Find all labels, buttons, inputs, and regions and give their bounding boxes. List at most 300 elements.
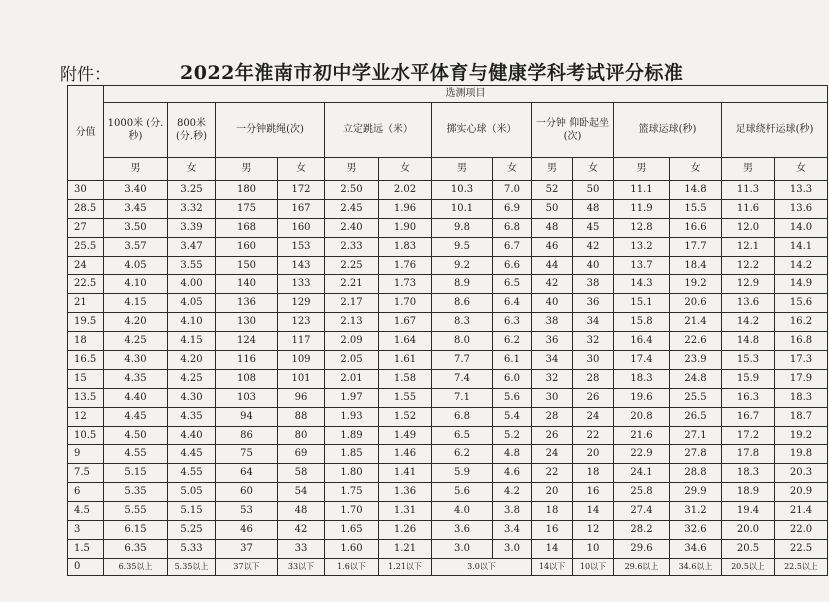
- value-cell: 12.0: [722, 218, 775, 237]
- value-cell: 24: [532, 445, 573, 464]
- value-cell: 17.2: [722, 426, 775, 445]
- value-cell: 32.6: [670, 521, 722, 540]
- value-cell: 17.7: [670, 237, 722, 256]
- table-row: [68, 539, 828, 558]
- score-cell: 15: [68, 369, 104, 388]
- value-cell: 3.39: [168, 218, 216, 237]
- table-row: [68, 483, 828, 502]
- value-cell: 50: [532, 199, 573, 218]
- value-cell: 1.85: [325, 445, 379, 464]
- value-cell: 2.33: [325, 237, 379, 256]
- value-cell: 4.10: [104, 275, 168, 294]
- value-cell: 1.61: [379, 351, 432, 370]
- value-cell: 20.5: [722, 539, 775, 558]
- value-cell: 12.2: [722, 256, 775, 275]
- value-cell: 8.9: [432, 275, 493, 294]
- value-cell: 1.76: [379, 256, 432, 275]
- value-cell: 168: [216, 218, 278, 237]
- table-row: [68, 369, 828, 388]
- value-cell: 44: [532, 256, 573, 275]
- value-cell: 22.5以上: [775, 558, 828, 575]
- value-cell: 14.8: [722, 332, 775, 351]
- value-cell: 16.3: [722, 388, 775, 407]
- value-cell: 14.1: [775, 237, 828, 256]
- value-cell: 7.4: [432, 369, 493, 388]
- value-cell: 140: [216, 275, 278, 294]
- value-cell: 4.00: [168, 275, 216, 294]
- score-cell: 3: [68, 521, 104, 540]
- value-cell: 6.9: [493, 199, 532, 218]
- score-cell: 6: [68, 483, 104, 502]
- value-cell: 20.3: [775, 464, 828, 483]
- table-row: [68, 181, 828, 200]
- score-cell: 1.5: [68, 539, 104, 558]
- value-cell: 53: [216, 502, 278, 521]
- value-cell: 172: [278, 181, 325, 200]
- value-cell: 1.70: [379, 294, 432, 313]
- value-cell: 14.2: [722, 313, 775, 332]
- item-800m: 800米 (分.秒): [168, 103, 216, 158]
- value-cell: 38: [532, 313, 573, 332]
- gender-label: 男: [432, 158, 493, 181]
- value-cell: 18.9: [722, 483, 775, 502]
- value-cell: 30: [573, 351, 614, 370]
- value-cell: 10: [573, 539, 614, 558]
- value-cell: 116: [216, 351, 278, 370]
- page-title: 2022年淮南市初中学业水平体育与健康学科考试评分标准: [180, 62, 684, 84]
- table-row: [68, 332, 828, 351]
- table-row: [68, 502, 828, 521]
- gender-label: 女: [775, 158, 828, 181]
- value-cell: 17.4: [614, 351, 670, 370]
- value-cell: 4.30: [104, 351, 168, 370]
- value-cell: 28.8: [670, 464, 722, 483]
- value-cell: 30: [532, 388, 573, 407]
- value-cell: 15.3: [722, 351, 775, 370]
- value-cell: 13.6: [775, 199, 828, 218]
- value-cell: 1.41: [379, 464, 432, 483]
- value-cell: 14.2: [775, 256, 828, 275]
- value-cell: 3.6: [432, 521, 493, 540]
- value-cell: 109: [278, 351, 325, 370]
- value-cell: 20.8: [614, 407, 670, 426]
- value-cell: 2.09: [325, 332, 379, 351]
- value-cell: 3.4: [493, 521, 532, 540]
- value-cell: 5.15: [104, 464, 168, 483]
- value-cell: 6.15: [104, 521, 168, 540]
- value-cell: 96: [278, 388, 325, 407]
- gender-label: 女: [670, 158, 722, 181]
- value-cell: 5.35: [104, 483, 168, 502]
- value-cell: 2.45: [325, 199, 379, 218]
- value-cell: 7.7: [432, 351, 493, 370]
- value-cell: 18: [532, 502, 573, 521]
- value-cell: 12: [573, 521, 614, 540]
- value-cell: 4.35: [168, 407, 216, 426]
- value-cell: 75: [216, 445, 278, 464]
- table-row: [68, 237, 828, 256]
- value-cell: 6.8: [432, 407, 493, 426]
- value-cell: 3.25: [168, 181, 216, 200]
- value-cell: 21.6: [614, 426, 670, 445]
- value-cell: 20.6: [670, 294, 722, 313]
- value-cell: 1.90: [379, 218, 432, 237]
- value-cell: 3.45: [104, 199, 168, 218]
- value-cell: 50: [573, 181, 614, 200]
- value-cell: 10.1: [432, 199, 493, 218]
- value-cell: 1.6以下: [325, 558, 379, 575]
- value-cell: 2.21: [325, 275, 379, 294]
- table-row: [68, 218, 828, 237]
- value-cell: 5.25: [168, 521, 216, 540]
- gender-label: 女: [168, 158, 216, 181]
- value-cell: 58: [278, 464, 325, 483]
- value-cell: 167: [278, 199, 325, 218]
- value-cell: 1.65: [325, 521, 379, 540]
- value-cell: 1.21: [379, 539, 432, 558]
- score-cell: 27: [68, 218, 104, 237]
- value-cell: 13.7: [614, 256, 670, 275]
- value-cell: 6.5: [493, 275, 532, 294]
- value-cell: 133: [278, 275, 325, 294]
- score-cell: 22.5: [68, 275, 104, 294]
- item-basketball: 篮球运球(秒): [614, 103, 722, 158]
- value-cell: 2.17: [325, 294, 379, 313]
- value-cell: 19.4: [722, 502, 775, 521]
- value-cell: 46: [216, 521, 278, 540]
- value-cell: 4.05: [168, 294, 216, 313]
- value-cell: 1.83: [379, 237, 432, 256]
- value-cell: 18.3: [775, 388, 828, 407]
- value-cell: 3.55: [168, 256, 216, 275]
- value-cell: 18.3: [722, 464, 775, 483]
- value-cell: 34: [532, 351, 573, 370]
- value-cell: 48: [573, 199, 614, 218]
- value-cell: 33以下: [278, 558, 325, 575]
- table-row: [68, 256, 828, 275]
- value-cell: 1.96: [379, 199, 432, 218]
- value-cell: 4.35: [104, 369, 168, 388]
- value-cell: 4.50: [104, 426, 168, 445]
- value-cell: 16.8: [775, 332, 828, 351]
- value-cell: 34.6以上: [670, 558, 722, 575]
- value-cell: 23.9: [670, 351, 722, 370]
- value-cell: 25.8: [614, 483, 670, 502]
- value-cell: 33: [278, 539, 325, 558]
- value-cell: 123: [278, 313, 325, 332]
- value-cell: 160: [216, 237, 278, 256]
- value-cell: 27.4: [614, 502, 670, 521]
- value-cell: 6.35: [104, 539, 168, 558]
- value-cell: 15.9: [722, 369, 775, 388]
- value-cell: 2.40: [325, 218, 379, 237]
- value-cell: 5.9: [432, 464, 493, 483]
- value-cell: 9.2: [432, 256, 493, 275]
- score-cell: 9: [68, 445, 104, 464]
- value-cell: 4.40: [168, 426, 216, 445]
- table-row: [68, 464, 828, 483]
- value-cell: 8.0: [432, 332, 493, 351]
- value-cell: 17.3: [775, 351, 828, 370]
- value-cell: 18.4: [670, 256, 722, 275]
- value-cell: 13.6: [722, 294, 775, 313]
- gender-label: 男: [216, 158, 278, 181]
- value-cell: 12.9: [722, 275, 775, 294]
- value-cell: 52: [532, 181, 573, 200]
- value-cell: 27.1: [670, 426, 722, 445]
- score-cell: 13.5: [68, 388, 104, 407]
- value-cell: 64: [216, 464, 278, 483]
- value-cell: 4.0: [432, 502, 493, 521]
- value-cell: 143: [278, 256, 325, 275]
- value-cell: 11.9: [614, 199, 670, 218]
- value-cell: 26.5: [670, 407, 722, 426]
- value-cell: 1.58: [379, 369, 432, 388]
- value-cell: 14.9: [775, 275, 828, 294]
- value-cell: 4.45: [104, 407, 168, 426]
- value-cell: 38: [573, 275, 614, 294]
- value-cell: 21.4: [775, 502, 828, 521]
- value-cell: 6.3: [493, 313, 532, 332]
- value-cell: 25.5: [670, 388, 722, 407]
- value-cell: 1.73: [379, 275, 432, 294]
- value-cell: 1.75: [325, 483, 379, 502]
- gender-label: 女: [278, 158, 325, 181]
- value-cell: 22.6: [670, 332, 722, 351]
- value-cell: 60: [216, 483, 278, 502]
- score-header: 分值: [68, 86, 104, 181]
- value-cell: 153: [278, 237, 325, 256]
- table-row: [68, 521, 828, 540]
- table-row: [68, 294, 828, 313]
- table-row: [68, 313, 828, 332]
- item-football: 足球绕杆运球(秒): [722, 103, 828, 158]
- value-cell: 8.6: [432, 294, 493, 313]
- value-cell: 1.60: [325, 539, 379, 558]
- item-header-row: [68, 103, 828, 158]
- item-long-jump: 立定跳远（米）: [325, 103, 432, 158]
- value-cell: 27.8: [670, 445, 722, 464]
- score-cell: 0: [68, 558, 104, 575]
- value-cell: 4.45: [168, 445, 216, 464]
- value-cell: 9.8: [432, 218, 493, 237]
- value-cell: 11.6: [722, 199, 775, 218]
- value-cell: 2.50: [325, 181, 379, 200]
- value-cell: 37以下: [216, 558, 278, 575]
- value-cell: 16.7: [722, 407, 775, 426]
- value-cell: 42: [532, 275, 573, 294]
- value-cell: 14.0: [775, 218, 828, 237]
- value-cell: 18: [573, 464, 614, 483]
- value-cell: 19.2: [775, 426, 828, 445]
- value-cell: 15.5: [670, 199, 722, 218]
- value-cell: 3.57: [104, 237, 168, 256]
- value-cell: 1.21以下: [379, 558, 432, 575]
- score-cell: 19.5: [68, 313, 104, 332]
- score-cell: 4.5: [68, 502, 104, 521]
- value-cell: 8.3: [432, 313, 493, 332]
- value-cell: 14.3: [614, 275, 670, 294]
- value-cell: 31.2: [670, 502, 722, 521]
- value-cell: 1.26: [379, 521, 432, 540]
- value-cell: 1.67: [379, 313, 432, 332]
- value-cell: 5.4: [493, 407, 532, 426]
- value-cell: 175: [216, 199, 278, 218]
- score-cell: 24: [68, 256, 104, 275]
- value-cell: 48: [532, 218, 573, 237]
- gender-label: 女: [573, 158, 614, 181]
- value-cell: 46: [532, 237, 573, 256]
- value-cell: 6.7: [493, 237, 532, 256]
- score-cell: 18: [68, 332, 104, 351]
- value-cell: 34.6: [670, 539, 722, 558]
- value-cell: 2.02: [379, 181, 432, 200]
- value-cell: 129: [278, 294, 325, 313]
- value-cell: 15.8: [614, 313, 670, 332]
- value-cell: 24: [573, 407, 614, 426]
- value-cell: 4.25: [104, 332, 168, 351]
- value-cell: 180: [216, 181, 278, 200]
- value-cell: 22: [573, 426, 614, 445]
- gender-label: 男: [722, 158, 775, 181]
- value-cell: 94: [216, 407, 278, 426]
- value-cell: 3.8: [493, 502, 532, 521]
- score-cell: 21: [68, 294, 104, 313]
- value-cell: 1.80: [325, 464, 379, 483]
- score-cell: 12: [68, 407, 104, 426]
- value-cell: 20.0: [722, 521, 775, 540]
- value-cell: 160: [278, 218, 325, 237]
- value-cell: 88: [278, 407, 325, 426]
- value-cell: 103: [216, 388, 278, 407]
- value-cell: 36: [532, 332, 573, 351]
- value-cell: 22.9: [614, 445, 670, 464]
- value-cell: 1.49: [379, 426, 432, 445]
- value-cell: 6.2: [432, 445, 493, 464]
- value-cell: 4.05: [104, 256, 168, 275]
- table-row: [68, 445, 828, 464]
- value-cell: 20: [573, 445, 614, 464]
- value-cell: 6.2: [493, 332, 532, 351]
- value-cell: 12.8: [614, 218, 670, 237]
- value-cell: 130: [216, 313, 278, 332]
- gender-label: 男: [325, 158, 379, 181]
- value-cell: 54: [278, 483, 325, 502]
- value-cell: 7.0: [493, 181, 532, 200]
- value-cell: 16: [532, 521, 573, 540]
- gender-label: 男: [104, 158, 168, 181]
- value-cell: 4.55: [104, 445, 168, 464]
- table-row: [68, 351, 828, 370]
- gender-label: 男: [532, 158, 573, 181]
- item-shot-ball: 掷实心球（米）: [432, 103, 532, 158]
- value-cell: 3.0: [432, 539, 493, 558]
- value-cell: 3.32: [168, 199, 216, 218]
- value-cell: 136: [216, 294, 278, 313]
- score-cell: 25.5: [68, 237, 104, 256]
- value-cell: 14以下: [532, 558, 573, 575]
- value-cell: 14.8: [670, 181, 722, 200]
- value-cell: 5.33: [168, 539, 216, 558]
- value-cell: 5.35以上: [168, 558, 216, 575]
- value-cell: 4.30: [168, 388, 216, 407]
- value-cell: 26: [573, 388, 614, 407]
- value-cell: 3.50: [104, 218, 168, 237]
- value-cell: 150: [216, 256, 278, 275]
- value-cell: 20.9: [775, 483, 828, 502]
- value-cell: 4.20: [104, 313, 168, 332]
- value-cell: 17.8: [722, 445, 775, 464]
- value-cell: 32: [573, 332, 614, 351]
- value-cell: 1.64: [379, 332, 432, 351]
- value-cell: 28: [573, 369, 614, 388]
- value-cell: 22.0: [775, 521, 828, 540]
- value-cell: 14: [573, 502, 614, 521]
- value-cell: 6.6: [493, 256, 532, 275]
- value-cell: 15.6: [775, 294, 828, 313]
- value-cell: 37: [216, 539, 278, 558]
- value-cell: 11.3: [722, 181, 775, 200]
- scoring-table: [67, 85, 828, 576]
- value-cell: 5.6: [432, 483, 493, 502]
- value-cell: 4.25: [168, 369, 216, 388]
- value-cell: 5.05: [168, 483, 216, 502]
- value-cell: 29.6以上: [614, 558, 670, 575]
- value-cell: 4.15: [104, 294, 168, 313]
- value-cell: 20: [532, 483, 573, 502]
- value-cell: 16.4: [614, 332, 670, 351]
- value-cell: 28: [532, 407, 573, 426]
- score-cell: 28.5: [68, 199, 104, 218]
- value-cell: 16: [573, 483, 614, 502]
- value-cell: 11.1: [614, 181, 670, 200]
- value-cell: 3.0: [493, 539, 532, 558]
- value-cell: 17.9: [775, 369, 828, 388]
- item-1000m: 1000米 (分.秒): [104, 103, 168, 158]
- value-cell: 24.8: [670, 369, 722, 388]
- value-cell: 1.55: [379, 388, 432, 407]
- value-cell: 19.8: [775, 445, 828, 464]
- value-cell: 32: [532, 369, 573, 388]
- score-cell: 16.5: [68, 351, 104, 370]
- attachment-label: 附件：: [60, 65, 111, 85]
- value-cell: 24.1: [614, 464, 670, 483]
- value-cell: 19.2: [670, 275, 722, 294]
- value-cell: 2.25: [325, 256, 379, 275]
- value-cell: 42: [573, 237, 614, 256]
- value-cell: 101: [278, 369, 325, 388]
- value-cell: 6.0: [493, 369, 532, 388]
- item-sit-ups: 一分钟 仰卧起坐(次): [532, 103, 614, 158]
- table-row: [68, 407, 828, 426]
- project-header: 选测项目: [104, 86, 828, 103]
- score-cell: 30: [68, 181, 104, 200]
- value-cell: 117: [278, 332, 325, 351]
- value-cell: 1.70: [325, 502, 379, 521]
- value-cell: 4.20: [168, 351, 216, 370]
- score-cell: 7.5: [68, 464, 104, 483]
- value-cell: 1.89: [325, 426, 379, 445]
- value-cell: 4.6: [493, 464, 532, 483]
- gender-row: [68, 158, 828, 181]
- value-cell: 12.1: [722, 237, 775, 256]
- value-cell: 20.5以上: [722, 558, 775, 575]
- value-cell: 1.93: [325, 407, 379, 426]
- value-cell: 1.97: [325, 388, 379, 407]
- value-cell: 80: [278, 426, 325, 445]
- value-cell: 3.40: [104, 181, 168, 200]
- value-cell: 10.3: [432, 181, 493, 200]
